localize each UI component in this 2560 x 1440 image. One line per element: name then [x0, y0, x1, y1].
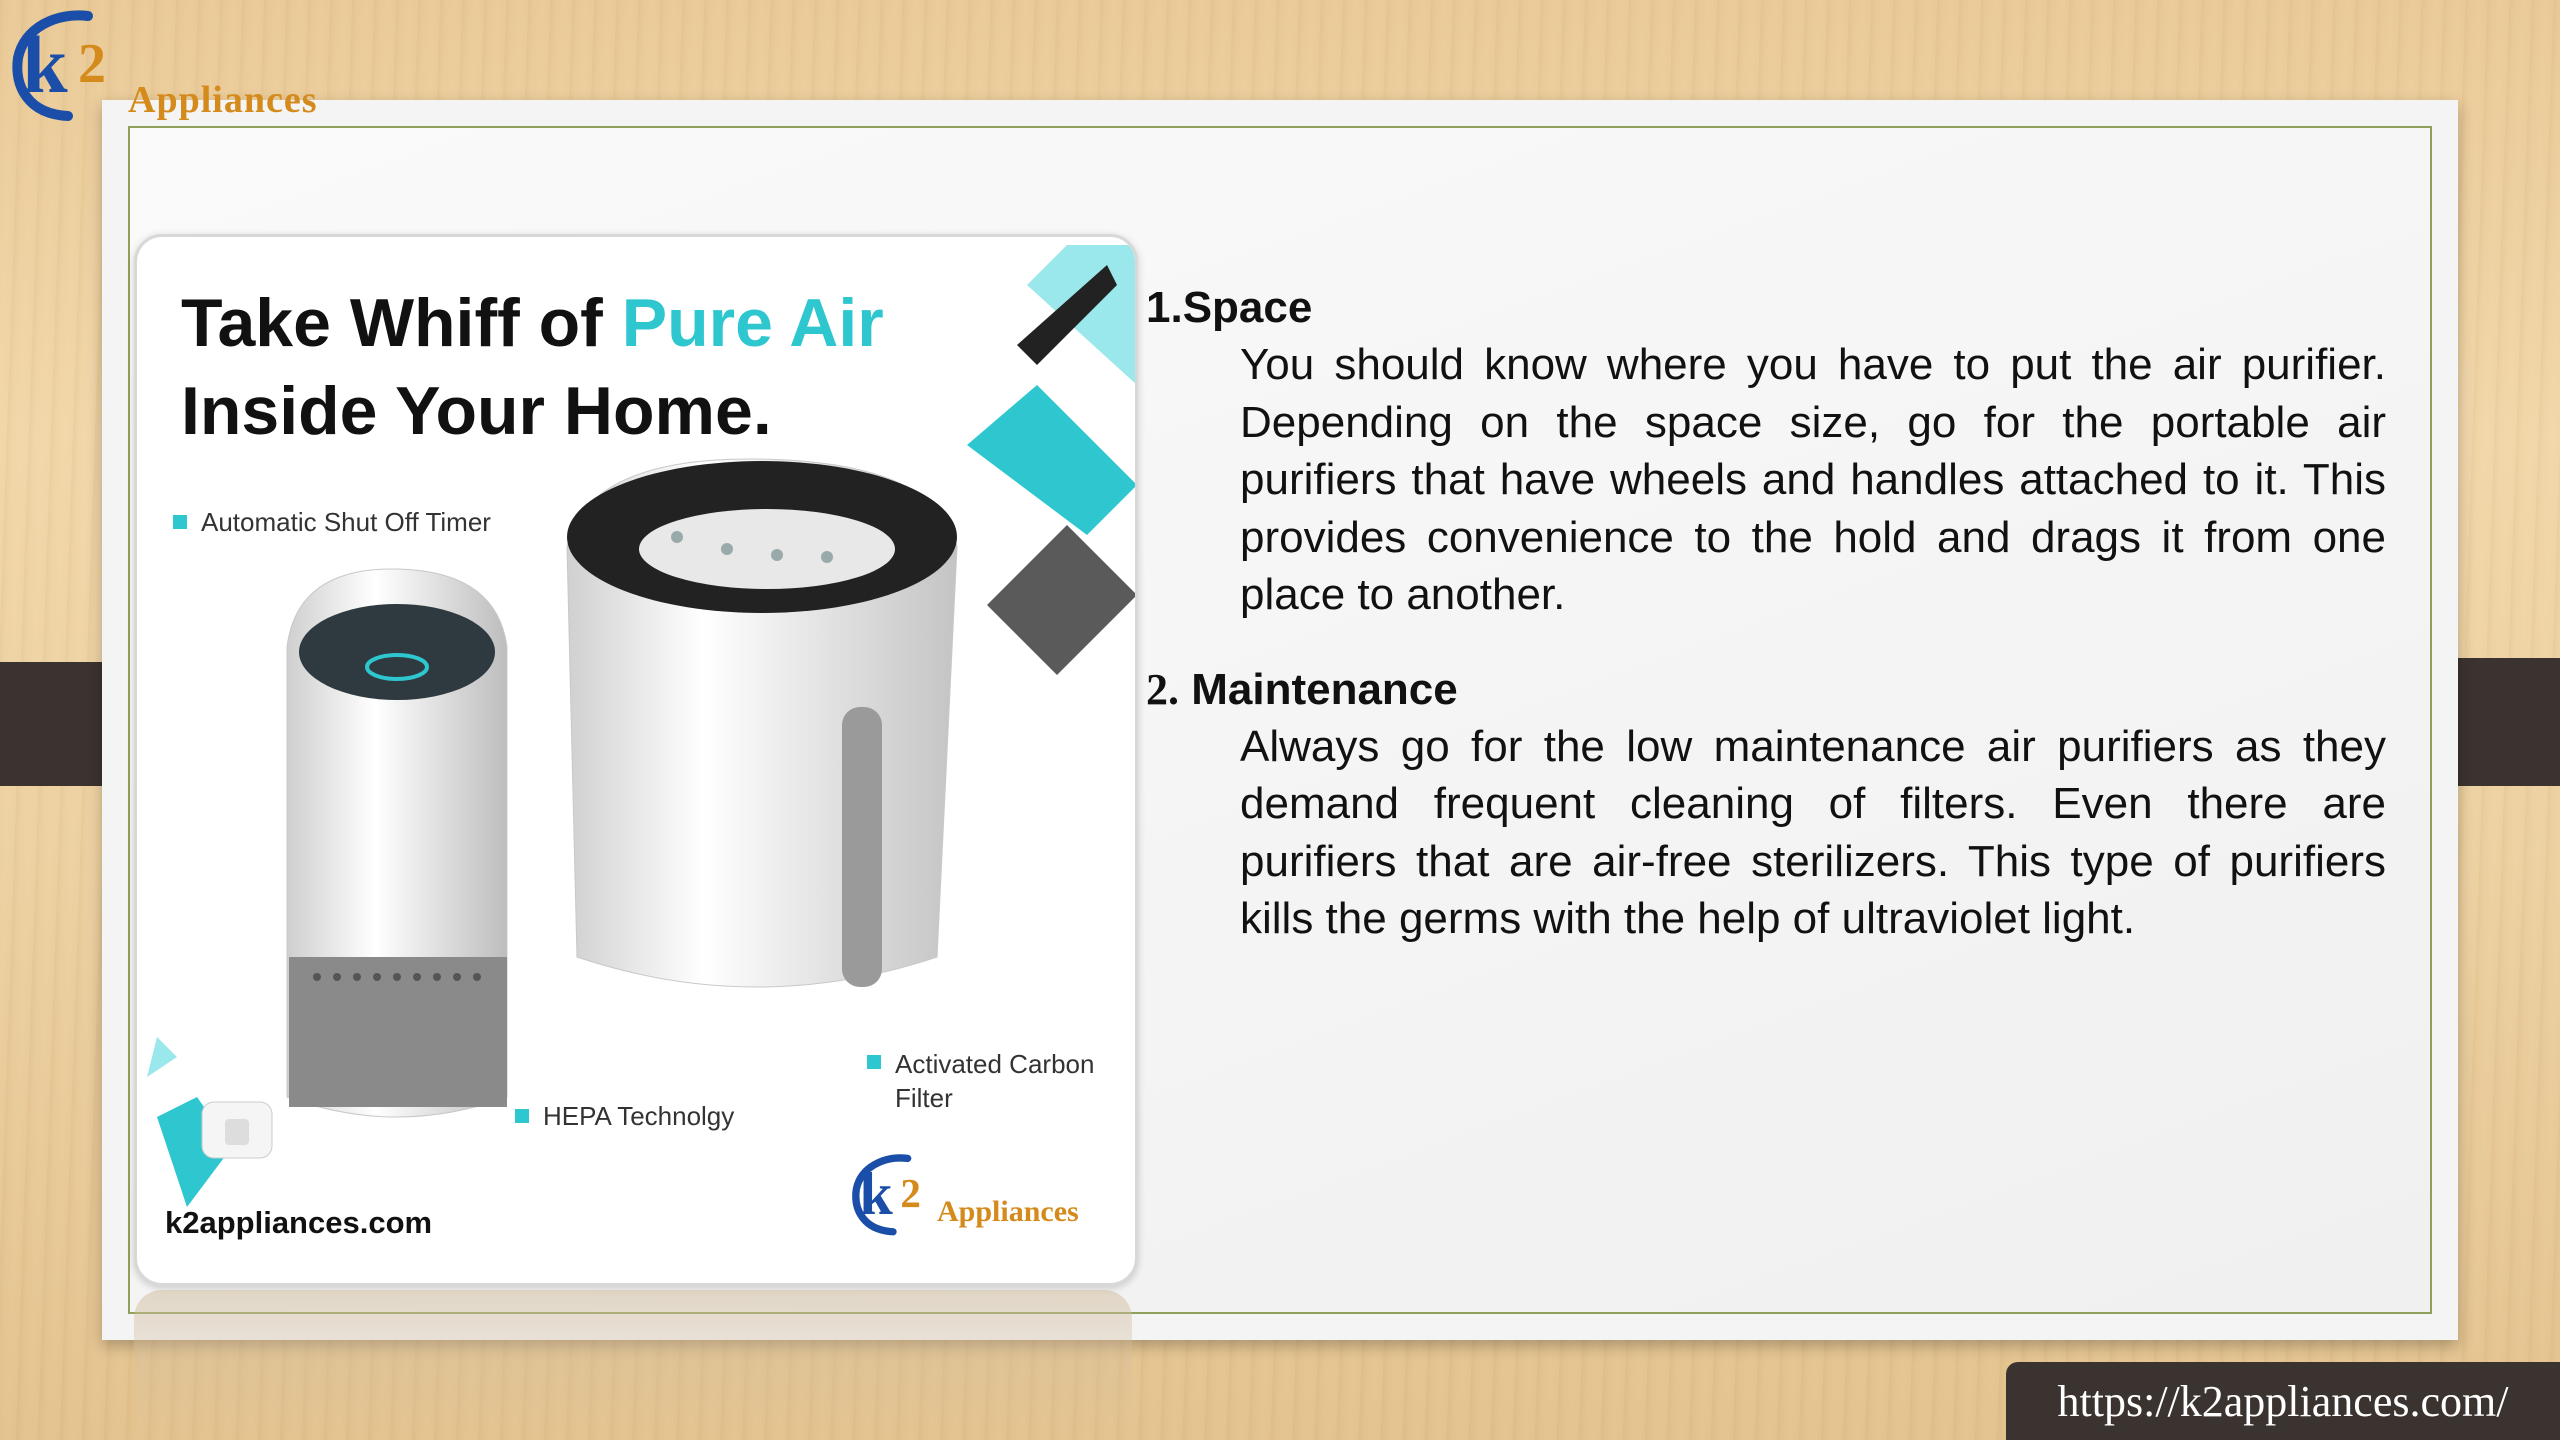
brand-logo-text: Appliances: [128, 79, 318, 121]
svg-text:2: 2: [78, 33, 106, 95]
svg-text:2: 2: [900, 1169, 921, 1216]
feature-shutoff-timer: [173, 507, 491, 538]
product-card: [134, 234, 1138, 1286]
feature-hepa: [515, 1101, 734, 1132]
remote-control-icon: [197, 1097, 287, 1167]
card-reflection: [134, 1290, 1132, 1440]
section-title-text: Maintenance: [1191, 664, 1458, 714]
headline-text-2: Inside Your Home.: [181, 373, 772, 449]
card-logo-text: Appliances: [937, 1195, 1079, 1228]
svg-text:k: k: [859, 1161, 893, 1229]
section-maintenance: [1146, 662, 2386, 948]
brand-logo: [8, 6, 338, 136]
card-headline: [181, 279, 941, 455]
feature-carbon-filter: [867, 1047, 1107, 1115]
bullet-square-icon: [867, 1055, 881, 1069]
content-text-column: [1146, 280, 2386, 948]
bullet-square-icon: [173, 515, 187, 529]
feature-label: Activated Carbon Filter: [895, 1049, 1095, 1113]
bullet-square-icon: [515, 1109, 529, 1123]
section-body: You should know where you have to put the air purifier. Depending on the space size, go for the portable air purifiers that have wheels and handles attached to it. This provides convenience to the hold and drags it from one place to another.: [1240, 340, 2386, 619]
card-logo: [849, 1143, 1109, 1263]
section-number: 2.: [1146, 664, 1179, 714]
section-space: [1146, 280, 2386, 624]
decorative-shapes-icon: [967, 245, 1137, 965]
footer-url-link[interactable]: https://k2appliances.com/: [2006, 1362, 2560, 1440]
round-purifier-illustration-icon: [277, 557, 537, 1157]
section-body: Always go for the low maintenance air purifiers as they demand frequent cleaning of filters. Even there are purifiers that are air-free sterilizers. This type of purifiers kills the germs with the help of ultraviolet light.: [1240, 721, 2386, 943]
svg-text:k: k: [22, 19, 68, 110]
headline-text-1: Take Whiff of: [181, 285, 622, 361]
feature-label: HEPA Technolgy: [543, 1101, 735, 1131]
oval-purifier-illustration-icon: [557, 457, 967, 1017]
card-site-label: k2appliances.com: [165, 1205, 433, 1240]
section-title: 1.Space: [1146, 283, 1313, 332]
headline-highlight: Pure Air: [621, 285, 884, 361]
feature-label: Automatic Shut Off Timer: [201, 507, 491, 537]
section-title: [1146, 662, 2386, 718]
